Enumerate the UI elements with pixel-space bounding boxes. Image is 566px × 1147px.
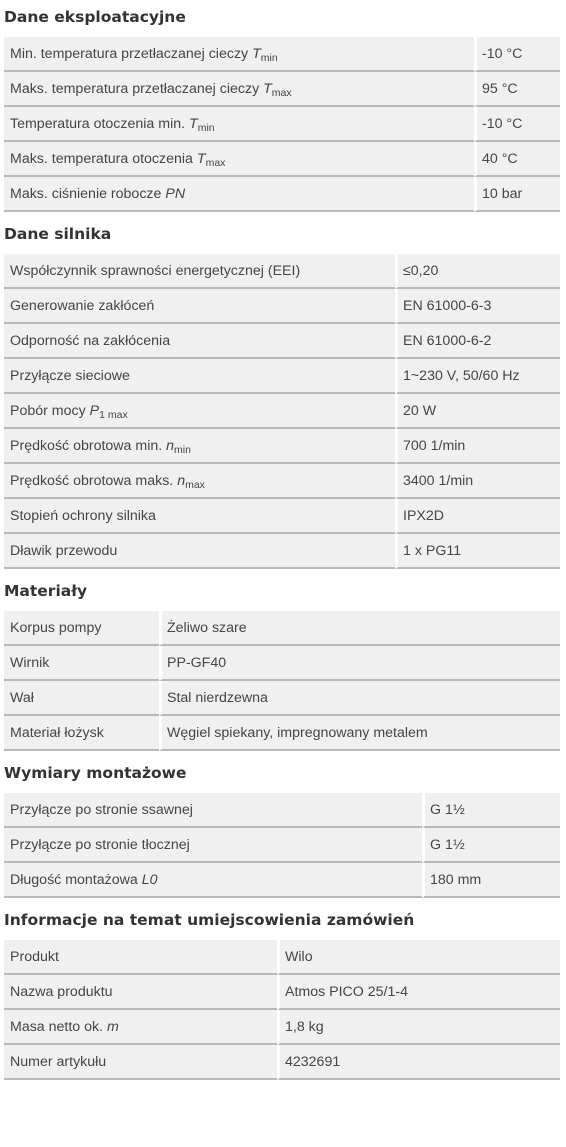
section-title: Dane silnika <box>4 225 112 243</box>
spec-symbol: L0 <box>141 871 158 888</box>
spec-label-cell <box>4 142 474 177</box>
section-title: Informacje na temat umiejscowienia zamówień <box>4 911 415 929</box>
spec-label-cell <box>4 863 422 898</box>
spec-row <box>4 646 560 681</box>
spec-row <box>4 177 560 212</box>
spec-row <box>4 534 560 569</box>
spec-value: 1 x PG11 <box>395 534 560 569</box>
spec-subscript: max <box>271 86 292 99</box>
spec-label-cell <box>4 534 395 569</box>
spec-value: -10 °C <box>474 37 560 72</box>
spec-label-cell <box>4 611 159 646</box>
spec-label: Stopień ochrony silnika <box>10 507 156 524</box>
spec-value: 700 1/min <box>395 429 560 464</box>
spec-label-cell <box>4 681 159 716</box>
spec-row <box>4 499 560 534</box>
spec-symbol: T <box>263 80 272 97</box>
section-title: Wymiary montażowe <box>4 764 187 782</box>
spec-row <box>4 975 560 1010</box>
spec-label: Maks. temperatura przetłaczanej cieczy <box>10 80 260 97</box>
spec-value: G 1½ <box>422 828 560 863</box>
spec-label: Długość montażowa <box>10 871 138 888</box>
spec-value: Wilo <box>277 940 560 975</box>
spec-row <box>4 940 560 975</box>
spec-value: Żeliwo szare <box>159 611 560 646</box>
spec-subscript: 1 max <box>99 408 128 421</box>
spec-value: Atmos PICO 25/1-4 <box>277 975 560 1010</box>
spec-table <box>4 940 560 1080</box>
spec-table <box>4 793 560 898</box>
spec-value: IPX2D <box>395 499 560 534</box>
spec-label-cell <box>4 1045 277 1080</box>
spec-value: 4232691 <box>277 1045 560 1080</box>
section-motor-data <box>0 221 566 578</box>
spec-label-cell <box>4 499 395 534</box>
spec-label: Dławik przewodu <box>10 542 118 559</box>
spec-row <box>4 142 560 177</box>
spec-value: 180 mm <box>422 863 560 898</box>
spec-subscript: max <box>205 156 226 169</box>
spec-label-cell <box>4 394 395 429</box>
spec-row <box>4 394 560 429</box>
spec-label-cell <box>4 37 474 72</box>
spec-label: Prędkość obrotowa maks. <box>10 472 174 489</box>
spec-label: Wirnik <box>10 654 50 671</box>
spec-value: G 1½ <box>422 793 560 828</box>
spec-table <box>4 37 560 212</box>
spec-label: Maks. temperatura otoczenia <box>10 150 193 167</box>
spec-row <box>4 1045 560 1080</box>
spec-symbol: P <box>89 402 100 419</box>
spec-label-cell <box>4 793 422 828</box>
spec-label: Min. temperatura przetłaczanej cieczy <box>10 45 249 62</box>
spec-symbol: PN <box>165 185 186 202</box>
spec-row <box>4 254 560 289</box>
spec-value: PP-GF40 <box>159 646 560 681</box>
spec-row <box>4 1010 560 1045</box>
spec-value: 95 °C <box>474 72 560 107</box>
spec-label: Wał <box>10 689 34 706</box>
spec-subscript: min <box>197 121 215 134</box>
spec-label-cell <box>4 107 474 142</box>
spec-row <box>4 289 560 324</box>
spec-value: ≤0,20 <box>395 254 560 289</box>
section-operating-data <box>0 4 566 221</box>
spec-value: 20 W <box>395 394 560 429</box>
spec-value: 10 bar <box>474 177 560 212</box>
spec-value: 1,8 kg <box>277 1010 560 1045</box>
spec-symbol: T <box>252 45 261 62</box>
spec-symbol: T <box>189 115 198 132</box>
spec-label-cell <box>4 72 474 107</box>
spec-label: Pobór mocy <box>10 402 86 419</box>
spec-label-cell <box>4 646 159 681</box>
spec-label: Przyłącze sieciowe <box>10 367 130 384</box>
spec-label-cell <box>4 289 395 324</box>
spec-value: EN 61000-6-2 <box>395 324 560 359</box>
spec-row <box>4 716 560 751</box>
spec-row <box>4 611 560 646</box>
spec-value: Węgiel spiekany, impregnowany metalem <box>159 716 560 751</box>
spec-row <box>4 681 560 716</box>
spec-label-cell <box>4 359 395 394</box>
spec-label: Przyłącze po stronie tłocznej <box>10 836 190 853</box>
spec-label-cell <box>4 464 395 499</box>
spec-label: Temperatura otoczenia min. <box>10 115 186 132</box>
spec-label-cell <box>4 716 159 751</box>
spec-row <box>4 793 560 828</box>
spec-row <box>4 72 560 107</box>
spec-label: Odporność na zakłócenia <box>10 332 171 349</box>
spec-label: Numer artykułu <box>10 1053 107 1070</box>
section-title: Materiały <box>4 582 88 600</box>
section-order-information <box>0 907 566 1080</box>
spec-value: -10 °C <box>474 107 560 142</box>
spec-label-cell <box>4 177 474 212</box>
spec-label-cell <box>4 940 277 975</box>
spec-value: 3400 1/min <box>395 464 560 499</box>
spec-label-cell <box>4 324 395 359</box>
spec-table <box>4 254 560 569</box>
spec-label: Współczynnik sprawności energetycznej (EEI) <box>10 262 301 279</box>
spec-value: EN 61000-6-3 <box>395 289 560 324</box>
spec-table <box>4 611 560 751</box>
spec-value: Stal nierdzewna <box>159 681 560 716</box>
spec-row <box>4 359 560 394</box>
spec-row <box>4 37 560 72</box>
spec-label-cell <box>4 254 395 289</box>
spec-row <box>4 464 560 499</box>
spec-subscript: min <box>174 443 191 456</box>
spec-row <box>4 107 560 142</box>
spec-symbol: m <box>107 1018 119 1035</box>
spec-symbol: n <box>166 437 175 454</box>
spec-label: Nazwa produktu <box>10 983 113 1000</box>
spec-label: Korpus pompy <box>10 619 102 636</box>
spec-row <box>4 863 560 898</box>
spec-label-cell <box>4 828 422 863</box>
spec-label: Generowanie zakłóceń <box>10 297 155 314</box>
spec-value: 1~230 V, 50/60 Hz <box>395 359 560 394</box>
section-title: Dane eksploatacyjne <box>4 8 186 26</box>
spec-label: Masa netto ok. <box>10 1018 104 1035</box>
spec-label: Materiał łożysk <box>10 724 104 741</box>
spec-label: Maks. ciśnienie robocze <box>10 185 162 202</box>
spec-label-cell <box>4 429 395 464</box>
spec-subscript: max <box>185 478 205 491</box>
spec-symbol: n <box>177 472 186 489</box>
section-materials <box>0 578 566 760</box>
spec-label-cell <box>4 1010 277 1045</box>
spec-value: 40 °C <box>474 142 560 177</box>
spec-label: Przyłącze po stronie ssawnej <box>10 801 193 818</box>
spec-label: Produkt <box>10 948 59 965</box>
spec-subscript: min <box>260 51 278 64</box>
spec-label: Prędkość obrotowa min. <box>10 437 163 454</box>
spec-label-cell <box>4 975 277 1010</box>
spec-row <box>4 324 560 359</box>
section-installation-dimensions <box>0 760 566 907</box>
spec-row <box>4 828 560 863</box>
spec-symbol: T <box>196 150 206 167</box>
spec-row <box>4 429 560 464</box>
